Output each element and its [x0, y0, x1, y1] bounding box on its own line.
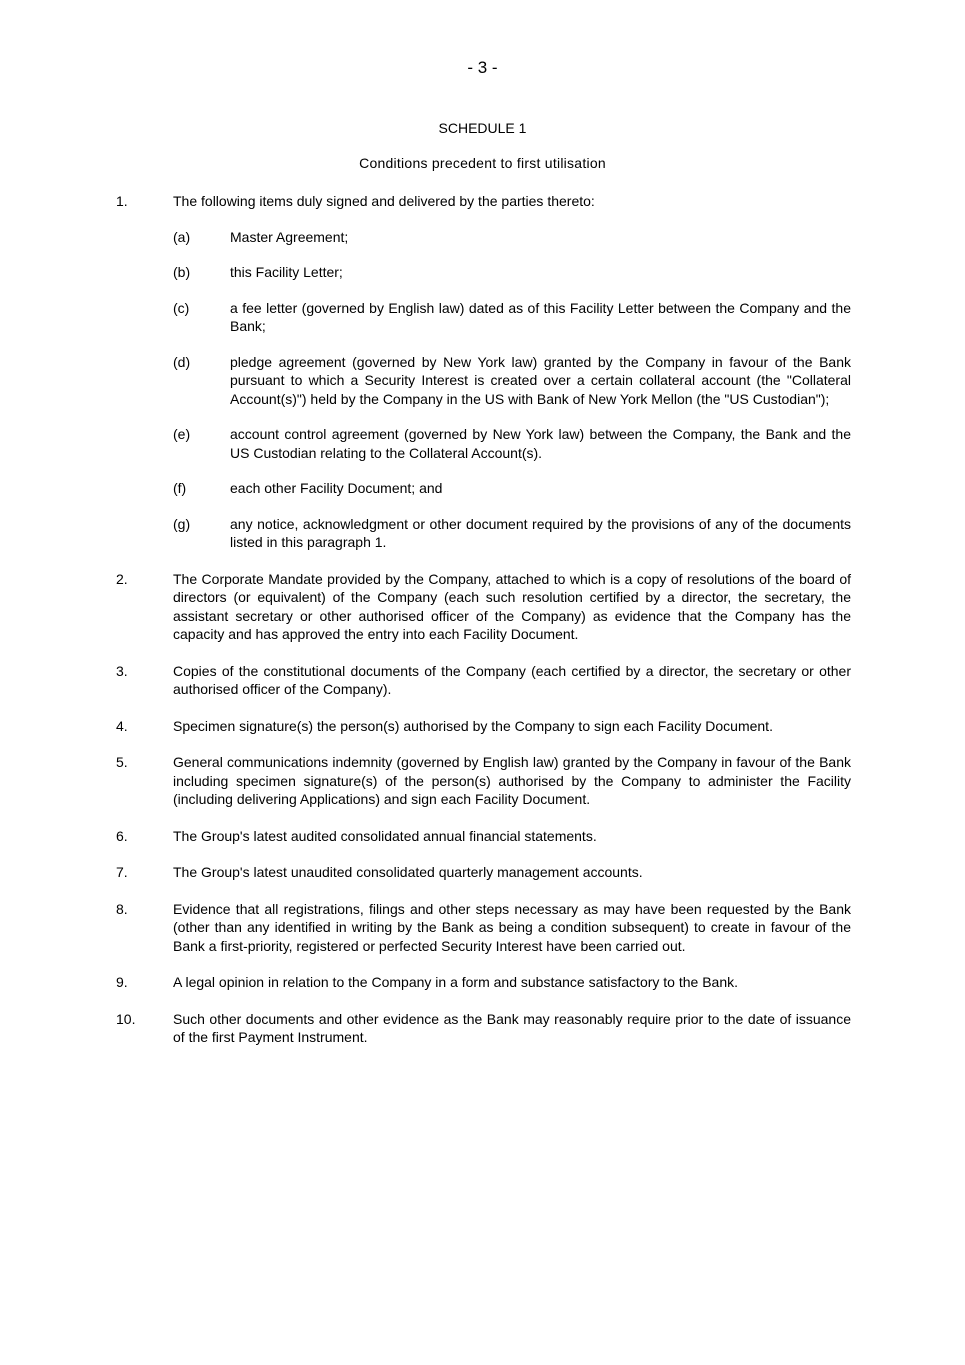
item-text: A legal opinion in relation to the Company in a form and substance satisfactory to the Bank.	[173, 974, 738, 990]
item-text: Copies of the constitutional documents of the Company (each certified by a director, the secretary or other authorised officer of the Company).	[173, 662, 851, 697]
list-item	[116, 1010, 851, 1047]
sub-item-text: this Facility Letter;	[230, 264, 343, 280]
item-number: 9.	[116, 974, 128, 990]
sub-list-item	[173, 515, 851, 552]
item-body	[173, 570, 851, 644]
list-item	[116, 717, 851, 736]
sub-item-label: (g)	[173, 515, 191, 532]
sub-item-label: (a)	[173, 228, 191, 245]
sub-item-text: Master Agreement;	[230, 228, 349, 245]
item-number: 1.	[116, 193, 128, 209]
sub-item-text: each other Facility Document; and	[230, 480, 443, 496]
item-body	[173, 753, 851, 809]
sub-list	[173, 228, 851, 552]
page-number: - 3 -	[467, 58, 498, 77]
sub-list-item	[173, 263, 851, 282]
sub-item-text: any notice, acknowledgment or other document required by the provisions of any of the documents listed in this paragraph 1.	[230, 515, 851, 550]
list-item	[116, 753, 851, 809]
sub-list-item	[173, 299, 851, 336]
list-item	[116, 827, 851, 846]
item-body	[173, 1010, 851, 1047]
sub-item-label: (d)	[173, 353, 191, 370]
schedule-title: SCHEDULE 1	[438, 120, 527, 136]
item-text: Specimen signature(s) the person(s) authorised by the Company to sign each Facility Document.	[173, 717, 773, 734]
conditions-list	[116, 192, 851, 1065]
item-number: 5.	[116, 754, 128, 770]
sub-list-item	[173, 425, 851, 462]
item-body	[173, 973, 851, 992]
schedule-subtitle: Conditions precedent to first utilisation	[359, 155, 606, 171]
item-body	[173, 717, 851, 736]
list-item	[116, 662, 851, 699]
item-number: 10.	[116, 1010, 136, 1027]
sub-item-label: (b)	[173, 264, 191, 280]
item-text: The following items duly signed and delivered by the parties thereto:	[173, 193, 595, 209]
item-number: 4.	[116, 717, 128, 734]
sub-item-text: pledge agreement (governed by New York law) granted by the Company in favour of the Bank pursuant to which a Security Interest is created over a certain collateral account (the "Collateral Account(s)") held by the Company in the US with Bank of New York Mellon (the "US Custodian");	[230, 353, 851, 407]
sub-list-item	[173, 228, 851, 247]
list-item	[116, 973, 851, 992]
item-number: 7.	[116, 864, 128, 880]
sub-item-text: a fee letter (governed by English law) dated as of this Facility Letter between the Company and the Bank;	[230, 299, 851, 334]
item-body	[173, 863, 851, 882]
sub-item-label: (f)	[173, 480, 187, 496]
sub-list-item	[173, 479, 851, 498]
item-body	[173, 662, 851, 699]
item-number: 8.	[116, 900, 128, 917]
sub-list-item	[173, 353, 851, 409]
list-item	[116, 863, 851, 882]
item-text: The Corporate Mandate provided by the Company, attached to which is a copy of resolutions of the board of directors (or equivalent) of the Company (each such resolution certified by a director, the secretary, the assistant secretary or other authorised officer of the Company) as evidence that the Company has the capacity and has approved the entry into each Facility Document.	[173, 570, 851, 642]
item-number: 3.	[116, 662, 128, 679]
list-item	[116, 900, 851, 956]
item-number: 2.	[116, 570, 128, 587]
item-body	[173, 192, 851, 552]
item-text: Such other documents and other evidence as the Bank may reasonably require prior to the date of issuance of the first Payment Instrument.	[173, 1010, 851, 1045]
item-number: 6.	[116, 827, 128, 844]
sub-item-label: (c)	[173, 299, 190, 316]
list-item	[116, 192, 851, 552]
sub-item-label: (e)	[173, 426, 191, 442]
sub-item-text: account control agreement (governed by New York law) between the Company, the Bank and the US Custodian relating to the Collateral Account(s).	[230, 426, 851, 461]
item-body	[173, 827, 851, 846]
item-text: General communications indemnity (governed by English law) granted by the Company in favour of the Bank including specimen signature(s) of the person(s) authorised by the Company to administer the Facility (including delivering Applications) and sign each Facility Document.	[173, 754, 851, 807]
item-text: Evidence that all registrations, filings and other steps necessary as may have been requested by the Bank (other than any identified in writing by the Bank as being a condition subsequent) to create in favour of the Bank a first-priority, registered or perfected Security Interest have been carried out.	[173, 900, 851, 954]
item-text: The Group's latest audited consolidated annual financial statements.	[173, 827, 597, 844]
item-body	[173, 900, 851, 956]
list-item	[116, 570, 851, 644]
item-text: The Group's latest unaudited consolidated quarterly management accounts.	[173, 864, 643, 880]
